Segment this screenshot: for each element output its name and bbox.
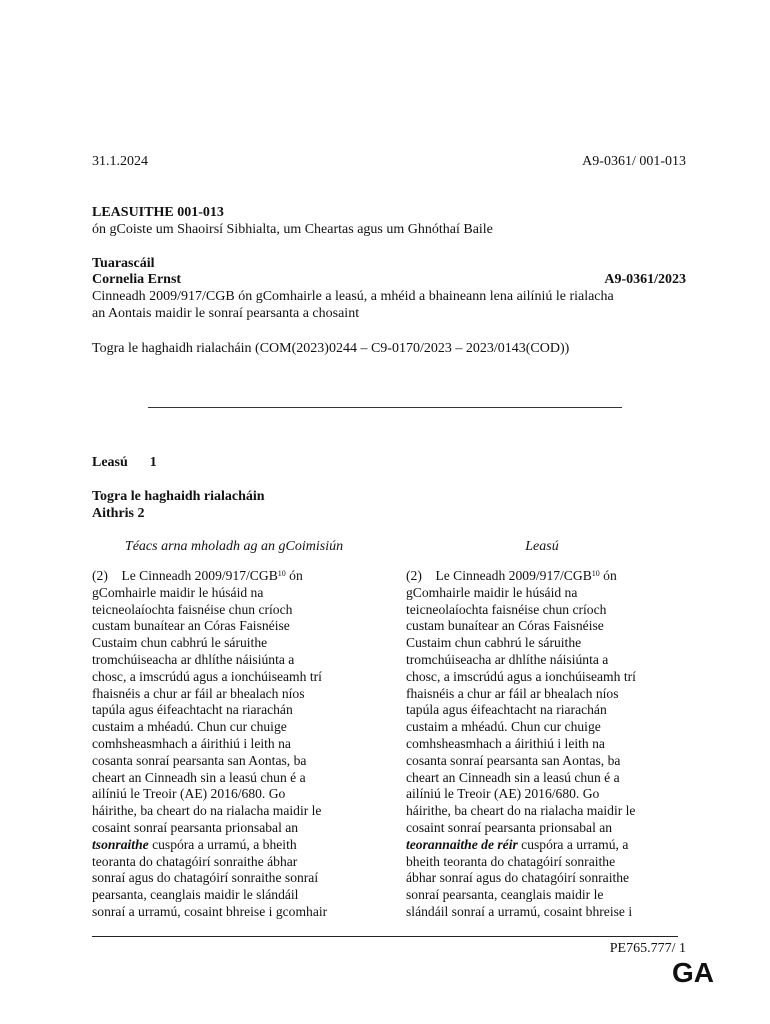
left-column-text: [92, 568, 372, 921]
amendment-label: [92, 454, 157, 471]
right-footnote-ref: 10: [591, 569, 600, 578]
amendment-number: 1: [149, 455, 157, 470]
left-footnote-ref: 10: [277, 569, 286, 578]
proposal-reference: Togra le haghaidh rialacháin (COM(2023)0244 – C9-0170/2023 – 2023/0143(COD)): [92, 341, 570, 356]
report-reference: A9-0361/2023: [604, 272, 686, 287]
report-subject-line-2: an Aontais maidir le sonraí pearsanta a chosaint: [92, 306, 360, 321]
report-type: Tuarascáil: [92, 256, 155, 271]
document-date: 31.1.2024: [92, 154, 148, 169]
amendment-label-text: Leasú: [92, 455, 128, 470]
right-column-text: [406, 568, 686, 921]
left-text-tail: cuspóra a urramú, a bheith teoranta do chatagóirí sonraithe ábhar sonraí agus do chatagóirí sonraithe sonraí pearsanta, ceanglais maidir le slándáil sonraí a urramú, cosaint bhreise i gcomhair: [92, 836, 328, 919]
document-reference: A9-0361/ 001-013: [582, 154, 686, 169]
separator-line: [148, 407, 622, 408]
right-column-header: Leasú: [525, 539, 559, 554]
proposal-heading: Togra le haghaidh rialacháin: [92, 489, 265, 504]
right-text-post: ón gComhairle maidir le húsáid na teicneolaíochta faisnéise chun críoch custam bunaítear an Córas Faisnéise Custaim chun cabhrú le sáruithe tromchúiseacha ar dhlíthe náisiúnta a chosc, a imscrúdú agus a ionchúiseamh trí fhaisnéis a chur ar fáil ar bhealach níos tapúla agus éifeachtacht na riarachán custaim a mhéadú. Chun cur chuige comhsheasmhach a áirithiú i leith na cosanta sonraí pearsanta san Aontas, ba cheart an Cinneadh sin a leasú chun é a ailíniú le Treoir (AE) 2016/680. Go háirithe, ba cheart do na rialacha maidir le cosaint sonraí pearsanta prionsabal an: [406, 568, 636, 835]
rapporteur-name: Cornelia Ernst: [92, 272, 182, 287]
report-subject-line-1: Cinneadh 2009/917/CGB ón gComhairle a leasú, a mhéid a bhaineann lena ailíniú le rialacha: [92, 289, 614, 304]
left-emphasis: tsonraithe: [92, 836, 149, 852]
recital-heading: Aithris 2: [92, 506, 145, 521]
amendments-title: LEASUITHE 001-013: [92, 205, 224, 220]
left-text-pre: (2) Le Cinneadh 2009/917/CGB: [92, 568, 278, 583]
footer-rule: [92, 936, 678, 937]
right-text-pre: (2) Le Cinneadh 2009/917/CGB: [406, 568, 592, 583]
committee-name: ón gCoiste um Shaoirsí Sibhialta, um Cheartas agus um Ghnóthaí Baile: [92, 222, 493, 237]
right-text-tail: cuspóra a urramú, a bheith teoranta do chatagóirí sonraithe ábhar sonraí agus do chatagóirí sonraithe sonraí pearsanta, ceanglais maidir le slándáil sonraí a urramú, cosaint bhreise i: [406, 836, 633, 919]
language-code: GA: [672, 957, 714, 988]
left-column-header: Téacs arna mholadh ag an gCoimisiún: [124, 539, 344, 554]
right-emphasis: teorannaithe de réir: [406, 836, 518, 852]
left-text-post: ón gComhairle maidir le húsáid na teicneolaíochta faisnéise chun críoch custam bunaítear an Córas Faisnéise Custaim chun cabhrú le sáruithe tromchúiseacha ar dhlíthe náisiúnta a chosc, a imscrúdú agus a ionchúiseamh trí fhaisnéis a chur ar fáil ar bhealach níos tapúla agus éifeachtacht na riarachán custaim a mhéadú. Chun cur chuige comhsheasmhach a áirithiú i leith na cosanta sonraí pearsanta san Aontas, ba cheart an Cinneadh sin a leasú chun é a ailíniú le Treoir (AE) 2016/680. Go háirithe, ba cheart do na rialacha maidir le cosaint sonraí pearsanta prionsabal an: [92, 568, 322, 835]
page-reference: PE765.777/ 1: [609, 941, 686, 956]
